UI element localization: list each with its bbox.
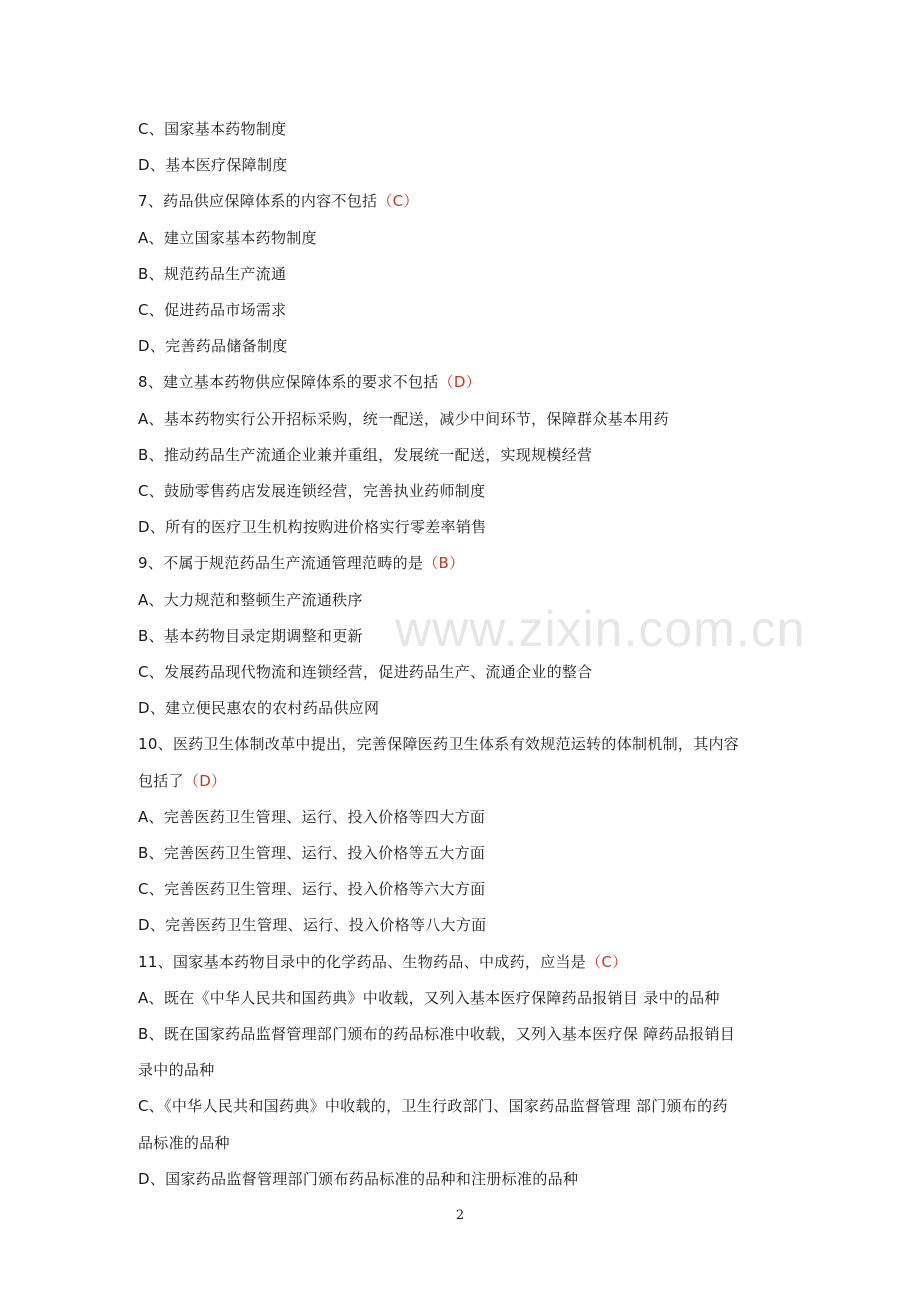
text-line	[138, 626, 788, 646]
line-text: B、完善医药卫生管理、运行、投入价格等五大方面	[138, 844, 486, 862]
answer-mark: （B）	[423, 554, 465, 573]
text-line	[138, 409, 788, 429]
line-text: A、大力规范和整顿生产流通秩序	[138, 590, 363, 609]
text-line	[138, 734, 788, 754]
text-line	[138, 228, 788, 248]
text-line	[138, 300, 788, 320]
line-text: C、《中华人民共和国药典》中收载的，卫生行政部门、国家药品监督管理 部门颁布的药	[138, 1097, 728, 1116]
text-line	[138, 843, 788, 863]
text-line	[138, 662, 788, 682]
line-text: C、发展药品现代物流和连锁经营，促进药品生产、流通企业的整合	[138, 663, 593, 681]
line-text: B、规范药品生产流通	[138, 264, 287, 283]
line-text: 9、不属于规范药品生产流通管理范畴的是	[138, 554, 424, 573]
text-line	[138, 952, 788, 972]
text-line	[138, 445, 788, 465]
line-text: C、国家基本药物制度	[138, 120, 287, 138]
text-line	[138, 771, 788, 791]
text-line	[138, 1060, 788, 1080]
line-text: A、完善医药卫生管理、运行、投入价格等四大方面	[138, 807, 486, 826]
text-line	[138, 879, 788, 899]
text-line	[138, 1096, 788, 1116]
text-line	[138, 191, 788, 211]
text-line	[138, 1169, 788, 1189]
answer-mark: （D）	[183, 771, 227, 790]
text-line	[138, 988, 788, 1008]
line-text: D、基本医疗保障制度	[138, 156, 288, 175]
answer-mark: （C）	[586, 952, 628, 971]
line-text: 11、国家基本药物目录中的化学药品、生物药品、中成药，应当是	[138, 952, 587, 971]
line-text: D、国家药品监督管理部门颁布药品标准的品种和注册标准的品种	[138, 1169, 579, 1188]
text-line	[138, 372, 788, 392]
line-text: 包括了	[138, 771, 184, 790]
text-line	[138, 119, 788, 139]
line-text: B、基本药物目录定期调整和更新	[138, 626, 363, 645]
watermark: www.zixin.com.cn	[395, 601, 806, 657]
line-text: B、推动药品生产流通企业兼并重组，发展统一配送，实现规模经营	[138, 445, 593, 464]
line-text: 10、医药卫生体制改革中提出，完善保障医药卫生体系有效规范运转的体制机制，其内容	[138, 735, 740, 754]
answer-mark: （C）	[377, 192, 419, 211]
line-text: D、建立便民惠农的农村药品供应网	[138, 699, 380, 718]
line-text: 录中的品种	[138, 1061, 215, 1080]
line-text: D、完善药品储备制度	[138, 337, 288, 356]
answer-mark: （D）	[438, 373, 481, 392]
text-line	[138, 481, 788, 501]
text-line	[138, 698, 788, 718]
text-line	[138, 336, 788, 356]
text-line	[138, 590, 788, 610]
line-text: A、建立国家基本药物制度	[138, 228, 317, 247]
page-number: 2	[455, 1208, 465, 1223]
text-line	[138, 915, 788, 935]
line-text: C、完善医药卫生管理、运行、投入价格等六大方面	[138, 880, 486, 899]
text-line	[138, 1024, 788, 1044]
text-line	[138, 517, 788, 537]
text-line	[138, 1133, 788, 1153]
line-text: C、促进药品市场需求	[138, 301, 287, 319]
line-text: 8、建立基本药物供应保障体系的要求不包括	[138, 373, 439, 392]
text-line	[138, 807, 788, 827]
line-text: A、基本药物实行公开招标采购，统一配送，减少中间环节，保障群众基本用药	[138, 409, 669, 428]
line-text: C、鼓励零售药店发展连锁经营，完善执业药师制度	[138, 482, 486, 500]
line-text: A、既在《中华人民共和国药典》中收载，又列入基本医疗保障药品报销目 录中的品种	[138, 988, 720, 1007]
line-text: 品标准的品种	[138, 1133, 230, 1152]
line-text: B、既在国家药品监督管理部门颁布的药品标准中收载，又列入基本医疗保 障药品报销目	[138, 1025, 736, 1043]
text-line	[138, 553, 788, 573]
line-text: D、所有的医疗卫生机构按购进价格实行零差率销售	[138, 518, 487, 537]
line-text: D、完善医药卫生管理、运行、投入价格等八大方面	[138, 916, 487, 935]
text-line	[138, 264, 788, 284]
text-line	[138, 155, 788, 175]
line-text: 7、药品供应保障体系的内容不包括	[138, 192, 378, 211]
